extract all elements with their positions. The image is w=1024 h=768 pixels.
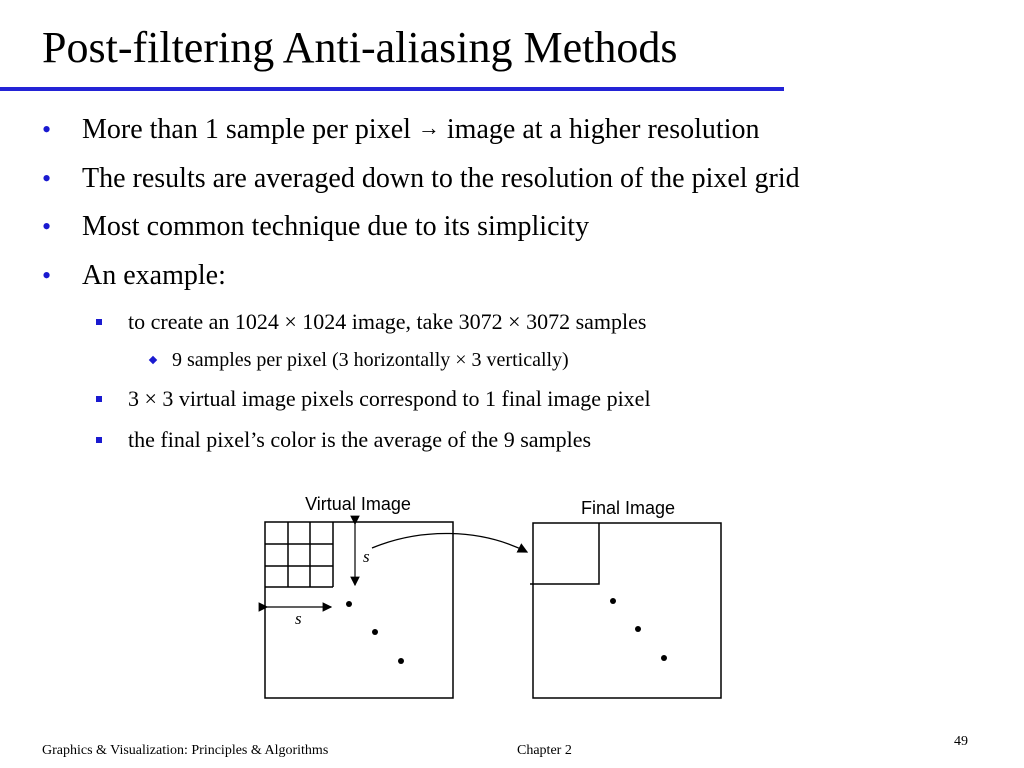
final-image-box: [533, 523, 721, 698]
bullet-text: Most common technique due to its simplicity: [82, 211, 590, 242]
slide-title: Post-filtering Anti-aliasing Methods: [42, 23, 678, 72]
vertical-s-label: s: [363, 547, 370, 566]
bullet-text: The results are averaged down to the resolution of the pixel grid: [82, 163, 800, 194]
final-pixel-cell: [530, 523, 599, 584]
bullet-dot-icon: •: [42, 261, 52, 290]
virtual-image-box: [265, 522, 453, 698]
ellipsis-dot: [372, 629, 378, 635]
sub-bullet-text: 3 × 3 virtual image pixels correspond to 1 final image pixel: [128, 386, 651, 411]
right-arrow-icon: →: [417, 115, 440, 140]
sub-bullet-text: to create an 1024 × 1024 image, take 3072 × 3072 samples: [128, 309, 647, 334]
virtual-image-label: Virtual Image: [305, 494, 411, 514]
sub-bullet-text: the final pixel’s color is the average of the 9 samples: [128, 427, 592, 452]
bullet-dot-icon: •: [42, 115, 52, 144]
ellipsis-dot: [661, 655, 667, 661]
sub-sub-bullet-text: 9 samples per pixel (3 horizontally × 3 vertically): [172, 349, 569, 371]
ellipsis-dot: [635, 626, 641, 632]
sample-grid-3x3: [265, 522, 333, 587]
horizontal-s-label: s: [295, 609, 302, 628]
footer-book-title: Graphics & Visualization: Principles & Algorithms: [42, 743, 329, 758]
mapping-arrow: [372, 533, 527, 552]
bullet-dot-icon: •: [42, 164, 52, 193]
ellipsis-dot: [346, 601, 352, 607]
bullet-dot-icon: •: [42, 212, 52, 241]
bullet-text-part: image at a higher resolution: [439, 114, 760, 145]
bullet-text: An example:: [82, 260, 226, 291]
footer-chapter: Chapter 2: [517, 743, 572, 758]
final-image-label: Final Image: [580, 498, 676, 518]
ellipsis-dot: [398, 658, 404, 664]
ellipsis-dot: [610, 598, 616, 604]
slide-number: 49: [954, 734, 968, 749]
bullet-text-part: More than 1 sample per pixel: [82, 114, 418, 145]
